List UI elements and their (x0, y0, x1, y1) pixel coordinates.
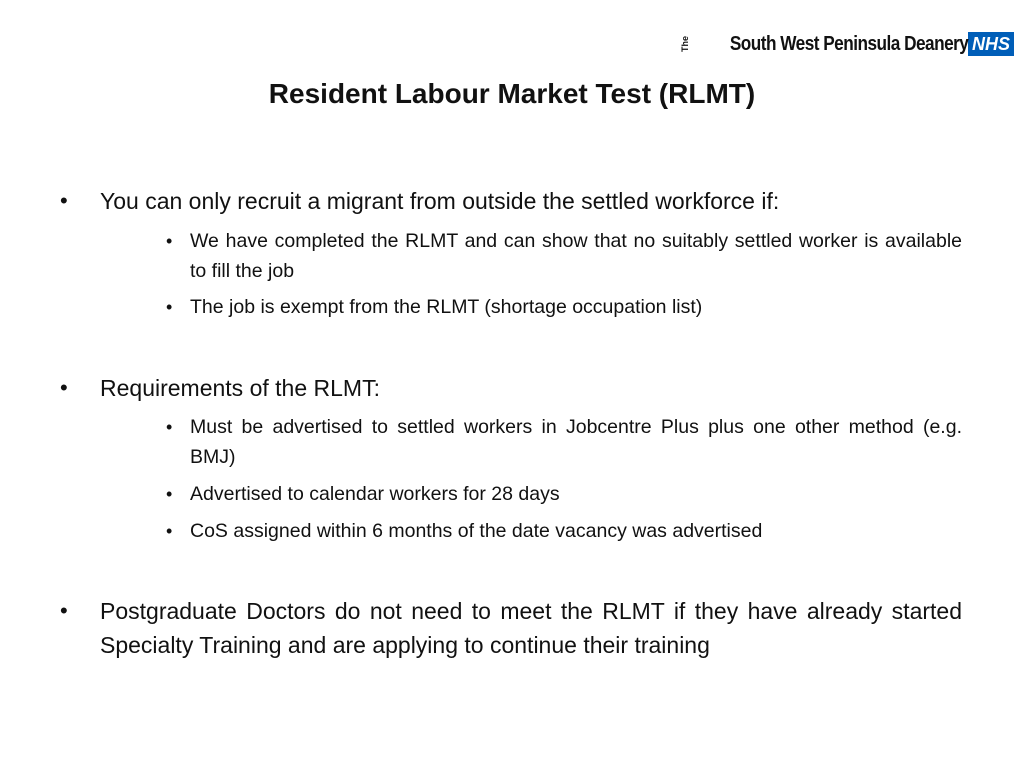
logo-the-text: The (679, 35, 690, 52)
sub-bullet-rlmt-completed: • We have completed the RLMT and can show that no suitably settled worker is available to fill the job (190, 226, 962, 286)
sub-bullet-cos-assigned: • CoS assigned within 6 months of the date vacancy was advertised (190, 516, 962, 546)
nhs-logo: NHS (968, 32, 1014, 56)
sub-bullet-advertised-28-days: • Advertised to calendar workers for 28 days (190, 479, 962, 509)
logo-deanery-name: South West Peninsula Deanery (729, 32, 968, 55)
bullet-postgraduate-doctors: • Postgraduate Doctors do not need to meet the RLMT if they have already started Specialty Training and are applying to continue their training (100, 594, 962, 662)
slide-title: Resident Labour Market Test (RLMT) (268, 78, 756, 109)
bullet-recruit-migrant: • You can only recruit a migrant from outside the settled workforce if: (100, 184, 962, 218)
sub-bullet-job-exempt: • The job is exempt from the RLMT (shortage occupation list) (190, 292, 962, 322)
deanery-logo (681, 28, 1014, 60)
sub-bullet-advertised-jobcentre: • Must be advertised to settled workers in Jobcentre Plus plus one other method (e.g. BMJ) (190, 412, 962, 472)
bullet-rlmt-requirements: • Requirements of the RLMT: (100, 371, 962, 405)
